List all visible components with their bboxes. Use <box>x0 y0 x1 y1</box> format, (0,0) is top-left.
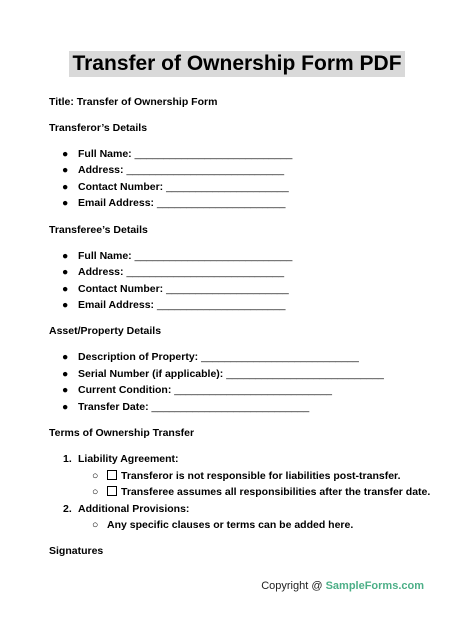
terms-heading: Terms of Ownership Transfer <box>49 427 195 439</box>
bullet-icon: ● <box>62 148 69 160</box>
document-heading: Transfer of Ownership Form PDF <box>69 51 404 77</box>
terms-subitem-transferor: ○ Transferor is not responsible for liabilities post-transfer. <box>92 470 401 482</box>
full-name-blank: ___________________________ <box>134 250 293 262</box>
transfer-date-blank: ___________________________ <box>151 401 310 413</box>
circle-bullet-icon: ○ <box>92 470 99 482</box>
transferee-email-address: ● Email Address: ______________________ <box>62 299 286 311</box>
email-address-blank: ______________________ <box>156 197 286 209</box>
bullet-icon: ● <box>62 250 69 262</box>
circle-bullet-icon: ○ <box>92 486 99 498</box>
full-name-blank: ___________________________ <box>134 148 293 160</box>
transferee-full-name: ● Full Name: ___________________________ <box>62 250 293 262</box>
bullet-icon: ● <box>62 164 69 176</box>
description-blank: ___________________________ <box>201 351 359 363</box>
bullet-icon: ● <box>62 181 69 193</box>
checkbox-icon <box>107 470 117 480</box>
bullet-icon: ● <box>62 384 69 396</box>
asset-heading: Asset/Property Details <box>49 325 162 337</box>
signatures-heading: Signatures <box>49 545 104 557</box>
brand-link[interactable]: SampleForms.com <box>325 580 424 592</box>
asset-current-condition: ● Current Condition: ___________________________ <box>62 384 332 396</box>
bullet-icon: ● <box>62 197 69 209</box>
address-blank: ___________________________ <box>126 266 285 278</box>
asset-serial-number: ● Serial Number (if applicable): ___________________________ <box>62 368 384 380</box>
title-wrapper <box>0 51 474 77</box>
asset-transfer-date: ● Transfer Date: ___________________________ <box>62 401 310 413</box>
transferor-address: ● Address: ___________________________ <box>62 164 285 176</box>
transferor-contact-number: ● Contact Number: _____________________ <box>62 181 289 193</box>
contact-number-blank: _____________________ <box>166 283 289 295</box>
bullet-icon: ● <box>62 299 69 311</box>
circle-bullet-icon: ○ <box>92 519 99 531</box>
transferee-contact-number: ● Contact Number: _____________________ <box>62 283 289 295</box>
current-condition-blank: ___________________________ <box>174 384 332 396</box>
copyright-text: Copyright @ <box>261 580 326 592</box>
terms-item-liability: 1. Liability Agreement: <box>63 453 179 465</box>
terms-item-additional: 2. Additional Provisions: <box>63 503 190 515</box>
bullet-icon: ● <box>62 283 69 295</box>
serial-number-blank: ___________________________ <box>226 368 384 380</box>
transferor-email-address: ● Email Address: ______________________ <box>62 197 286 209</box>
transferee-address: ● Address: ___________________________ <box>62 266 285 278</box>
bullet-icon: ● <box>62 266 69 278</box>
title-line: Title: Transfer of Ownership Form <box>49 96 218 108</box>
transferee-heading: Transferee’s Details <box>49 224 148 236</box>
bullet-icon: ● <box>62 401 69 413</box>
terms-subitem-additional: ○ Any specific clauses or terms can be added here. <box>92 519 354 531</box>
email-address-blank: ______________________ <box>156 299 286 311</box>
bullet-icon: ● <box>62 351 69 363</box>
copyright-footer <box>261 579 424 593</box>
bullet-icon: ● <box>62 368 69 380</box>
transferor-heading: Transferor’s Details <box>49 122 148 134</box>
address-blank: ___________________________ <box>126 164 285 176</box>
asset-description: ● Description of Property: ___________________________ <box>62 351 359 363</box>
contact-number-blank: _____________________ <box>166 181 289 193</box>
terms-subitem-transferee: ○ Transferee assumes all responsibilities after the transfer date. <box>92 486 431 498</box>
transferor-full-name: ● Full Name: ___________________________ <box>62 148 293 160</box>
checkbox-icon <box>107 486 117 496</box>
